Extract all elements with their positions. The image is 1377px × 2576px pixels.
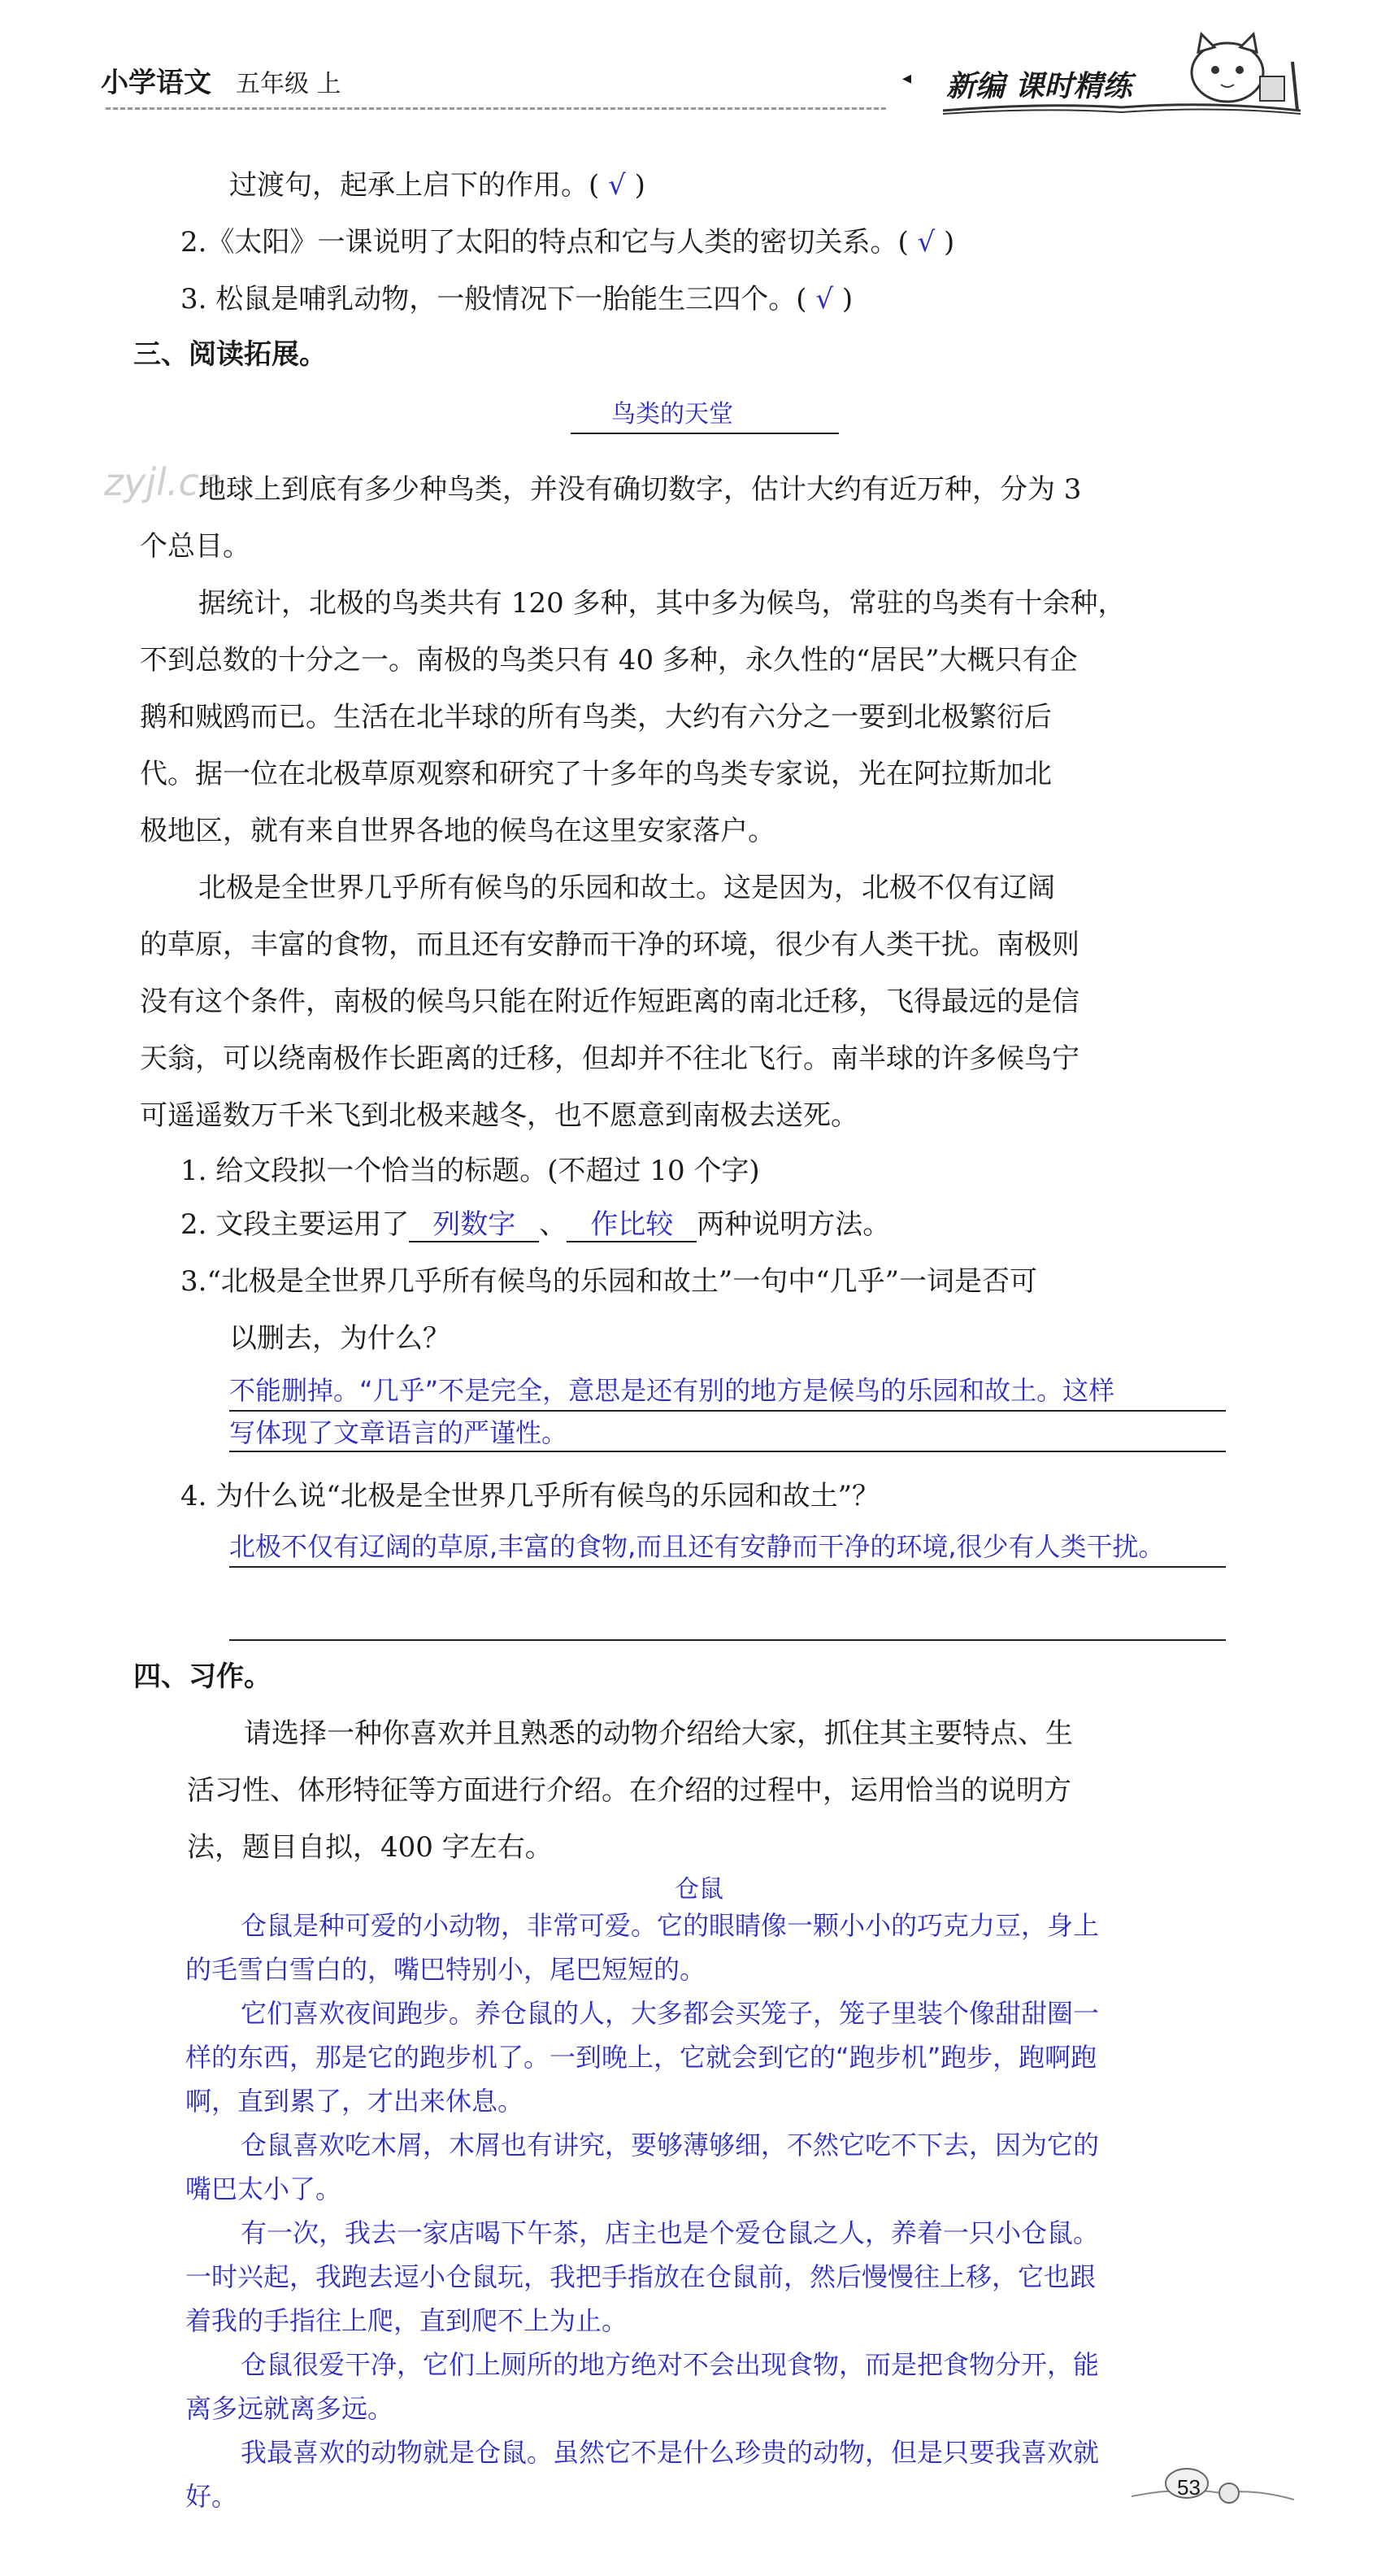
- para3-line: 的草原，丰富的食物，而且还有安静而干净的环境，很少有人类干扰。南极则: [140, 929, 1079, 961]
- para2-line: 据统计，北极的鸟类共有 120 多种，其中多为候鸟，常驻的鸟类有十余种，: [198, 587, 1126, 620]
- subject-title: 小学语文: [101, 67, 211, 99]
- para1-line: 个总目。: [140, 530, 250, 563]
- answer-line: [229, 1410, 1226, 1412]
- question-3: 3.“北极是全世界几乎所有候鸟的乐园和故土”一句中“几乎”一词是否可: [180, 1265, 1037, 1298]
- answer-3-line1: 不能删掉。“几乎”不是完全，意思是还有别的地方是候鸟的乐园和故土。这样: [229, 1375, 1115, 1406]
- essay-line: 一时兴起，我跑去逗小仓鼠玩，我把手指放在仓鼠前，然后慢慢往上移，它也跟: [185, 2261, 1097, 2292]
- para3-line: 天翁，可以绕南极作长距离的迁移，但却并不往北飞行。南半球的许多候鸟宁: [140, 1042, 1079, 1075]
- check-mark-1: √: [608, 169, 626, 202]
- answer-line: [229, 1566, 1226, 1568]
- para2-line: 不到总数的十分之一。南极的鸟类只有 40 多种，永久性的“居民”大概只有企: [140, 644, 1078, 677]
- answer-4: 北极不仅有辽阔的草原,丰富的食物,而且还有安静而干净的环境,很少有人类干扰。: [229, 1531, 1165, 1562]
- check-mark-2: √: [917, 226, 936, 259]
- prompt-line: 法，题目自拟，400 字左右。: [187, 1831, 553, 1864]
- essay-line: 它们喜欢夜间跑步。养仓鼠的人，大多都会买笼子，笼子里装个像甜甜圈一: [241, 1998, 1100, 2029]
- answer-3-line2: 写体现了文章语言的严谨性。: [229, 1417, 568, 1448]
- page-number: 53: [1177, 2475, 1201, 2500]
- essay-title: 仓鼠: [675, 1875, 723, 1904]
- para2-line: 极地区，就有来自世界各地的候鸟在这里安家落户。: [140, 815, 775, 847]
- para3-line: 没有这个条件，南极的候鸟只能在附近作短距离的南北迁移，飞得最远的是信: [140, 986, 1079, 1018]
- answer-line: [229, 1451, 1226, 1452]
- brand-title: 新编 课时精练: [946, 70, 1132, 103]
- q2-line1: 过渡句，起承上启下的作用。( √ ): [229, 169, 645, 202]
- prompt-line: 请选择一种你喜欢并且熟悉的动物介绍给大家，抓住其主要特点、生: [244, 1717, 1073, 1750]
- para3-line: 北极是全世界几乎所有候鸟的乐园和故土。这是因为，北极不仅有辽阔: [198, 872, 1055, 904]
- section3-heading: 三、阅读拓展。: [133, 338, 327, 371]
- section4-heading: 四、习作。: [133, 1660, 271, 1693]
- question-3-cont: 以删去，为什么？: [229, 1322, 450, 1355]
- para2-line: 鹅和贼鸥而已。生活在北半球的所有鸟类，大约有六分之一要到北极繁衍后: [140, 701, 1052, 733]
- prompt-line: 活习性、体形特征等方面进行介绍。在介绍的过程中，运用恰当的说明方: [187, 1774, 1071, 1807]
- question-4: 4. 为什么说“北极是全世界几乎所有候鸟的乐园和故土”？: [180, 1480, 880, 1512]
- grade-label: 五年级 上: [236, 70, 341, 98]
- essay-line: 离多远就离多远。: [185, 2393, 394, 2424]
- essay-line: 仓鼠很爱干净，它们上厕所的地方绝对不会出现食物，而是把食物分开，能: [241, 2349, 1100, 2380]
- essay-line: 着我的手指往上爬，直到爬不上为止。: [185, 2305, 628, 2336]
- answer-method-1: 列数字: [432, 1208, 516, 1241]
- para3-line: 可遥遥数万千米飞到北极来越冬，也不愿意到南极去送死。: [140, 1099, 858, 1132]
- q2-item2: 2.《太阳》一课说明了太阳的特点和它与人类的密切关系。( √ ): [180, 226, 955, 259]
- reading-title: 鸟类的天堂: [611, 400, 733, 429]
- essay-line: 样的东西，那是它的跑步机了。一到晚上，它就会到它的“跑步机”跑步，跑啊跑: [185, 2042, 1097, 2073]
- essay-line: 我最喜欢的动物就是仓鼠。虽然它不是什么珍贵的动物，但是只要我喜欢就: [241, 2437, 1100, 2468]
- watermark: zyjl.cn: [104, 460, 223, 504]
- triangle-left-icon: ◂: [902, 68, 912, 89]
- question-1: 1. 给文段拟一个恰当的标题。(不超过 10 个字): [180, 1155, 760, 1187]
- essay-line: 的毛雪白雪白的，嘴巴特别小，尾巴短短的。: [185, 1954, 706, 1985]
- footer-decoration-icon: [1132, 2464, 1294, 2513]
- essay-line: 仓鼠是种可爱的小动物，非常可爱。它的眼睛像一颗小小的巧克力豆，身上: [241, 1910, 1100, 1941]
- check-mark-3: √: [815, 283, 833, 315]
- essay-line: 啊，直到累了，才出来休息。: [185, 2086, 524, 2117]
- question-2: 2. 文段主要运用了 列数字 、 作比较 两种说明方法。: [180, 1208, 891, 1241]
- essay-line: 嘴巴太小了。: [185, 2174, 342, 2204]
- answer-line: [229, 1639, 1226, 1641]
- para2-line: 代。据一位在北极草原观察和研究了十多年的鸟类专家说，光在阿拉斯加北: [140, 758, 1052, 790]
- answer-method-2: 作比较: [590, 1208, 674, 1241]
- title-underline: [571, 433, 839, 434]
- header-divider: [106, 107, 886, 110]
- q2-item3: 3. 松鼠是哺乳动物，一般情况下一胎能生三四个。( √ ): [180, 283, 854, 315]
- essay-line: 有一次，我去一家店喝下午茶，店主也是个爱仓鼠之人，养着一只小仓鼠。: [241, 2217, 1100, 2248]
- essay-line: 仓鼠喜欢吃木屑，木屑也有讲究，要够薄够细，不然它吃不下去，因为它的: [241, 2130, 1100, 2160]
- essay-line: 好。: [185, 2481, 238, 2512]
- mascot-cat-icon: [1171, 28, 1292, 109]
- para1-line: 地球上到底有多少种鸟类，并没有确切数字，估计大约有近万种，分为 3: [198, 473, 1082, 506]
